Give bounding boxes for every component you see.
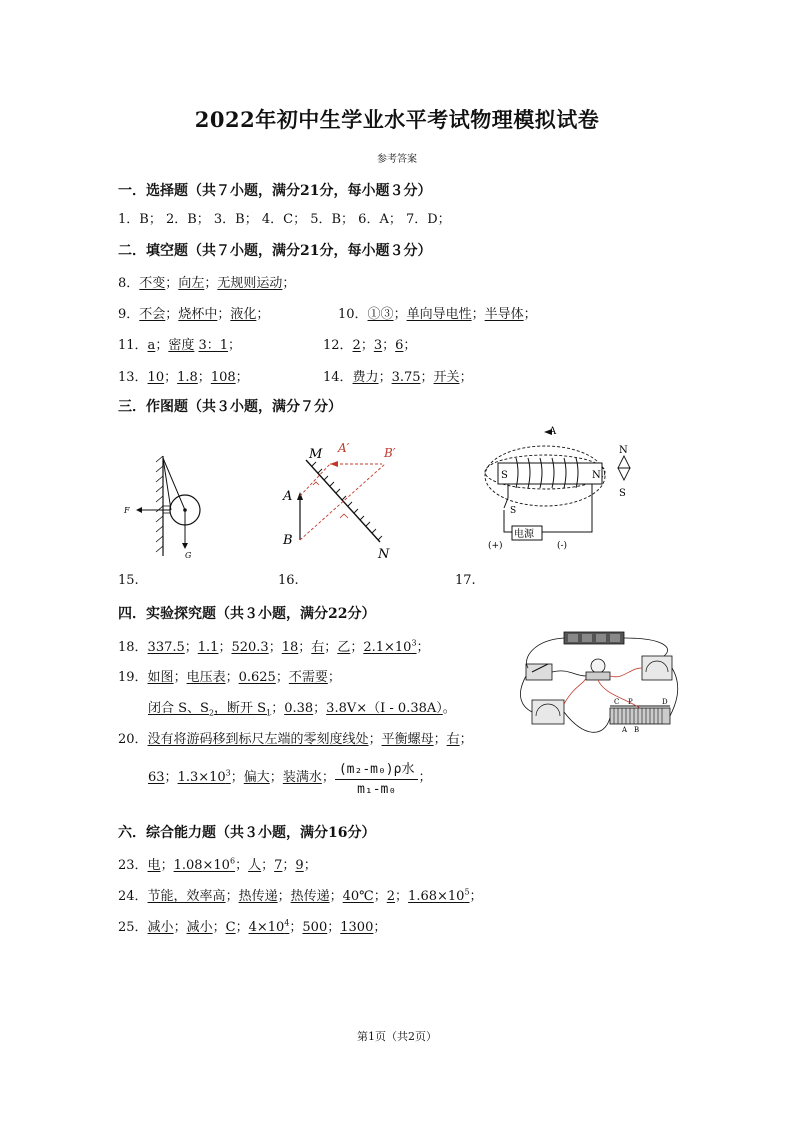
answer-q23: 23．电；$1.08\times 10^6$；人；7；9； (118, 856, 317, 873)
figure-label-17: 17. (455, 573, 476, 588)
answers-1-7: 1．B； 2．B； 3．B； 4．C； 5．B； 6．A； 7．D； (118, 212, 451, 227)
label-solenoid-N: N (592, 470, 601, 481)
circuit-label-A: A (622, 726, 628, 734)
density-formula: $\frac{\text{(m₂-m₀)ρ水}}{\text{m₁-m₀}}$ (335, 758, 419, 797)
answer-q25: 25．减小；减小；C；$4\times 10^4$；500；1300； (118, 918, 387, 935)
answer-q18: 18．337.5；1.1；520.3；18；右；乙；$2.1\times 10^3$； (118, 638, 430, 655)
page-title: 2022年初中生学业水平考试物理模拟试卷 (194, 107, 600, 132)
label-F: F (124, 506, 130, 515)
label-A: A (283, 489, 293, 504)
label-minus: (-) (557, 541, 568, 551)
answer-q11: 11．a；密度 3：1； (118, 338, 242, 353)
answer-q8: 8．不变；向左；无规则运动； (118, 276, 296, 291)
figure-16-mirror (278, 440, 408, 565)
section-heading-drawing: 三．作图题（共３小题，满分７分） (118, 399, 342, 415)
label-B: B (283, 533, 293, 548)
circuit-label-B: B (634, 726, 640, 734)
section-heading-experiment: 四．实验探究题（共３小题，满分22分） (118, 606, 376, 622)
figure-label-16: 16. (278, 573, 299, 588)
answer-q24: 24．节能，效率高；热传递；热传递；40℃；2；$1.68\times 10^5$； (118, 887, 483, 904)
circuit-label-C: C (614, 698, 620, 706)
label-N: N (378, 547, 390, 562)
page-subtitle: 参考答案 (377, 154, 417, 165)
label-field-A: A (549, 426, 557, 437)
section-heading-comprehensive: 六．综合能力题（共３小题，满分16分） (118, 825, 376, 841)
label-solenoid-S: S (501, 470, 508, 481)
answer-q9: 9．不会；烧杯中；液化； (118, 307, 270, 322)
circuit-label-D: D (662, 698, 668, 706)
answer-q20-line2: 63；$1.3\times 10^3$；偏大；装满水； $\frac{\text{(m₂-m₀)ρ水}}{\text{m₁-m₀}}$ ； (148, 758, 431, 797)
section-heading-choice: 一．选择题（共７小题，满分21分，每小题３分） (118, 183, 432, 199)
label-G: G (185, 551, 192, 560)
label-A-prime: A′ (338, 441, 350, 455)
answer-q19-line2: 闭合 S、$S_2$，断开 $S_1$；0.38；3.8V×（I - 0.38A）。 (148, 701, 456, 718)
label-switch: S (510, 506, 517, 516)
label-compass-S: S (619, 488, 626, 499)
label-compass-N: N (619, 445, 628, 456)
answer-q19-line1: 19．如图；电压表；0.625；不需要； (118, 670, 341, 685)
circuit-label-P: P (628, 698, 633, 706)
answer-q20-line1: 20．没有将游码移到标尺左端的零刻度线处；平衡螺母；右； (118, 732, 473, 747)
answer-q10: 10．①③；单向导电性；半导体； (338, 307, 537, 322)
label-power: 电源 (514, 529, 534, 540)
figure-17-solenoid (482, 420, 642, 560)
section-heading-fill: 二．填空题（共７小题，满分21分，每小题３分） (118, 243, 432, 259)
page-footer: 第1页（共2页） (357, 1030, 437, 1043)
label-plus: (+) (488, 541, 503, 551)
label-B-prime: B′ (384, 446, 396, 460)
answer-q13: 13．10；1.8；108； (118, 370, 249, 385)
label-M: M (309, 447, 323, 462)
figure-label-15: 15. (118, 573, 139, 588)
answer-q14: 14．费力；3.75；开关； (323, 370, 473, 385)
answer-q12: 12．2；3；6； (323, 338, 417, 353)
circuit-wiring-diagram (514, 628, 684, 746)
figure-15-pulley (118, 448, 218, 563)
